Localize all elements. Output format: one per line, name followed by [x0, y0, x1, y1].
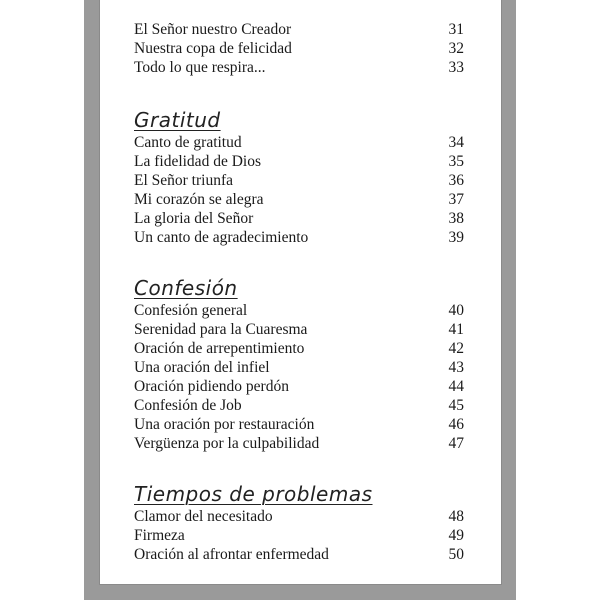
section-heading: Confesión — [134, 276, 238, 300]
entry-title: Todo lo que respira... — [134, 59, 266, 76]
entry-title: Serenidad para la Cuaresma — [134, 321, 308, 338]
toc-entry — [134, 301, 464, 320]
entry-title: Una oración del infiel — [134, 359, 270, 376]
entry-title: Oración al afrontar enfermedad — [134, 546, 329, 563]
entry-page: 45 — [448, 397, 464, 414]
entry-title: Confesión general — [134, 302, 248, 319]
toc-entry — [134, 58, 464, 77]
entry-page: 44 — [448, 378, 464, 395]
entry-page: 46 — [448, 416, 464, 433]
entry-page: 32 — [448, 40, 464, 57]
toc-entry — [134, 545, 464, 564]
entry-page: 47 — [448, 435, 464, 452]
section-heading: Gratitud — [134, 108, 221, 132]
entry-page: 35 — [448, 153, 464, 170]
entry-title: Clamor del necesitado — [134, 508, 273, 525]
entry-title: Nuestra copa de felicidad — [134, 40, 292, 57]
entry-page: 42 — [448, 340, 464, 357]
toc-entry — [134, 133, 464, 152]
toc-entry — [134, 358, 464, 377]
toc-entry — [134, 339, 464, 358]
toc-entry — [134, 377, 464, 396]
toc-entry — [134, 39, 464, 58]
entry-title: El Señor nuestro Creador — [134, 21, 292, 38]
entry-page: 39 — [448, 229, 464, 246]
toc-entry — [134, 507, 464, 526]
entry-page: 48 — [448, 508, 464, 525]
entry-page: 43 — [448, 359, 464, 376]
toc-entry — [134, 228, 464, 247]
entry-page: 34 — [448, 134, 464, 151]
toc-entry — [134, 209, 464, 228]
toc-entry — [134, 320, 464, 339]
toc-section-gratitud — [134, 107, 464, 247]
entry-title: Una oración por restauración — [134, 416, 315, 433]
toc-entry — [134, 20, 464, 39]
section-heading: Tiempos de problemas — [134, 482, 373, 506]
toc-entry — [134, 396, 464, 415]
toc-entry — [134, 415, 464, 434]
entry-title: La gloria del Señor — [134, 210, 254, 227]
entry-page: 37 — [448, 191, 464, 208]
entry-title: Oración de arrepentimiento — [134, 340, 305, 357]
entry-title: Un canto de agradecimiento — [134, 229, 309, 246]
toc-section-tiempos-de-problemas — [134, 481, 464, 564]
entry-page: 40 — [448, 302, 464, 319]
toc-section-confesion — [134, 275, 464, 453]
toc-entry — [134, 526, 464, 545]
entry-title: Canto de gratitud — [134, 134, 242, 151]
entry-page: 41 — [448, 321, 464, 338]
entry-page: 50 — [448, 546, 464, 563]
toc-entry — [134, 434, 464, 453]
toc-entry — [134, 152, 464, 171]
entry-page: 31 — [448, 21, 464, 38]
entry-page: 49 — [448, 527, 464, 544]
entry-title: Oración pidiendo perdón — [134, 378, 289, 395]
table-of-contents — [134, 20, 464, 564]
toc-section-intro — [134, 20, 464, 77]
toc-entry — [134, 171, 464, 190]
entry-title: Mi corazón se alegra — [134, 191, 264, 208]
entry-title: Confesión de Job — [134, 397, 242, 414]
entry-title: La fidelidad de Dios — [134, 153, 261, 170]
entry-page: 38 — [448, 210, 464, 227]
entry-page: 33 — [448, 59, 464, 76]
toc-entry — [134, 190, 464, 209]
entry-title: Firmeza — [134, 527, 185, 544]
entry-title: El Señor triunfa — [134, 172, 234, 189]
entry-page: 36 — [448, 172, 464, 189]
entry-title: Vergüenza por la culpabilidad — [134, 435, 320, 452]
